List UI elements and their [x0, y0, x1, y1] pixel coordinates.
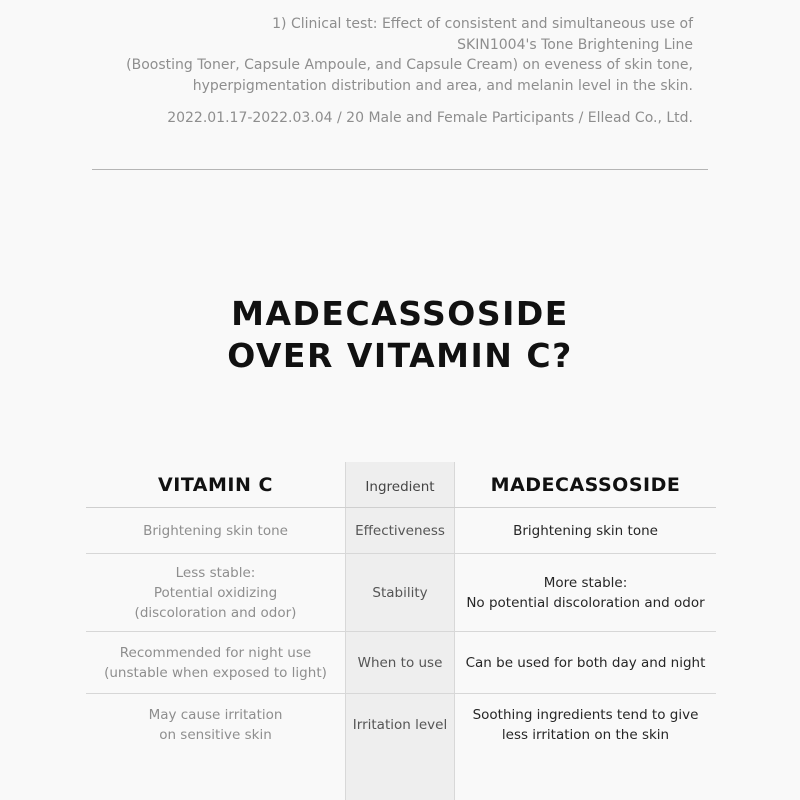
- cell-line: Soothing ingredients tend to give: [472, 707, 699, 723]
- cell-line: on sensitive skin: [159, 727, 272, 743]
- cell-line: Less stable:: [175, 564, 256, 581]
- madecassoside-irritation: [455, 705, 716, 745]
- label-irritation-level: Irritation level: [352, 717, 448, 733]
- footnote-line: SKIN1004's Tone Brightening Line: [457, 36, 693, 53]
- cell-line: Can be used for both day and night: [465, 654, 706, 671]
- vitamin-c-when-to-use: [86, 643, 345, 683]
- footnote-meta: 2022.01.17-2022.03.04 / 20 Male and Female Participants / Ellead Co., Ltd.: [167, 110, 693, 126]
- footnote-line: (Boosting Toner, Capsule Ampoule, and Capsule Cream) on eveness of skin tone,: [126, 57, 693, 73]
- madecassoside-when-to-use: [455, 653, 716, 673]
- row-when-to-use: [86, 632, 716, 694]
- cell-line: May cause irritation: [148, 707, 283, 723]
- cell-line: Brightening skin tone: [513, 522, 658, 539]
- cell-line: (discoloration and odor): [134, 604, 297, 621]
- label-stability: Stability: [372, 584, 428, 601]
- label-effectiveness: Effectiveness: [355, 522, 445, 539]
- cell-line: less irritation on the skin: [501, 727, 670, 743]
- madecassoside-stability: [455, 573, 716, 613]
- cell-line: Potential oxidizing: [153, 584, 278, 601]
- footnote-line: hyperpigmentation distribution and area, and melanin level in the skin.: [192, 77, 693, 94]
- clinical-test-footnote: [53, 14, 693, 129]
- vitamin-c-stability: [86, 563, 345, 623]
- vitamin-c-effectiveness: [86, 521, 345, 541]
- cell-line: Recommended for night use: [119, 644, 312, 661]
- header-madecassoside: MADECASSOSIDE: [490, 473, 681, 496]
- headline-line-2: OVER VITAMIN C?: [227, 336, 573, 375]
- cell-line: No potential discoloration and odor: [466, 594, 705, 611]
- madecassoside-effectiveness: [455, 521, 716, 541]
- row-stability: [86, 554, 716, 632]
- header-ingredient: Ingredient: [365, 478, 435, 495]
- row-irritation-level: [86, 694, 716, 756]
- cell-line: More stable:: [543, 574, 628, 591]
- cell-line: Brightening skin tone: [143, 522, 288, 539]
- footnote-line: 1) Clinical test: Effect of consistent and simultaneous use of: [272, 16, 693, 32]
- comparison-table: [86, 462, 716, 756]
- cell-line: (unstable when exposed to light): [104, 664, 327, 681]
- header-vitamin-c: VITAMIN C: [158, 473, 273, 496]
- label-when-to-use: When to use: [357, 654, 443, 671]
- row-effectiveness: [86, 508, 716, 554]
- headline: [0, 293, 800, 377]
- headline-line-1: MADECASSOSIDE: [231, 294, 569, 333]
- section-divider: [92, 169, 708, 170]
- vitamin-c-irritation: [86, 705, 345, 745]
- comparison-header-row: [86, 462, 716, 508]
